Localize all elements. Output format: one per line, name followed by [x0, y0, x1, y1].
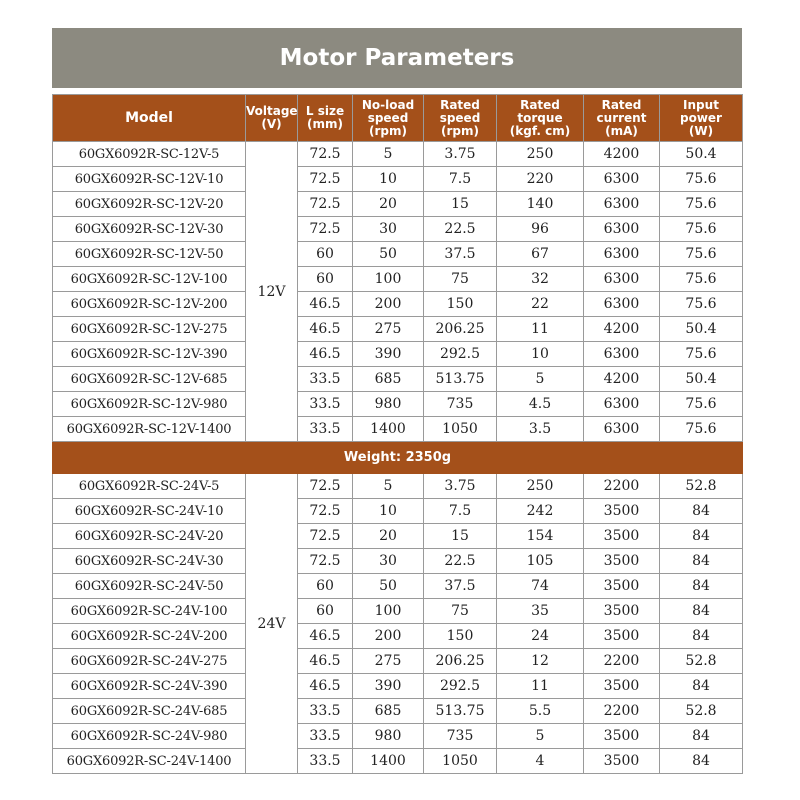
no-load-speed-cell: 1400: [353, 417, 424, 442]
rated-speed-cell: 292.5: [424, 674, 497, 699]
rated-speed-cell: 22.5: [424, 549, 497, 574]
no-load-speed-cell: 10: [353, 167, 424, 192]
model-cell: 60GX6092R-SC-12V-390: [53, 342, 246, 367]
rated-current-cell: 3500: [584, 499, 660, 524]
rated-current-cell: 3500: [584, 749, 660, 774]
model-cell: 60GX6092R-SC-24V-275: [53, 649, 246, 674]
table-row: [53, 217, 743, 242]
table-row: [53, 342, 743, 367]
no-load-speed-cell: 200: [353, 292, 424, 317]
rated-torque-cell: 4.5: [497, 392, 584, 417]
no-load-speed-cell: 10: [353, 499, 424, 524]
input-power-cell: 75.6: [660, 217, 743, 242]
column-header-rated-speed: Rated speed (rpm): [424, 95, 497, 142]
input-power-cell: 52.8: [660, 474, 743, 499]
rated-current-cell: 3500: [584, 674, 660, 699]
rated-speed-cell: 22.5: [424, 217, 497, 242]
rated-speed-cell: 3.75: [424, 474, 497, 499]
rated-torque-cell: 250: [497, 474, 584, 499]
no-load-speed-cell: 275: [353, 317, 424, 342]
model-cell: 60GX6092R-SC-12V-980: [53, 392, 246, 417]
table-row: [53, 392, 743, 417]
rated-speed-cell: 75: [424, 599, 497, 624]
rated-current-cell: 6300: [584, 392, 660, 417]
rated-torque-cell: 154: [497, 524, 584, 549]
input-power-cell: 84: [660, 574, 743, 599]
model-cell: 60GX6092R-SC-24V-685: [53, 699, 246, 724]
no-load-speed-cell: 390: [353, 342, 424, 367]
no-load-speed-cell: 5: [353, 142, 424, 167]
column-header-rated-current: Rated current (mA): [584, 95, 660, 142]
l-size-cell: 46.5: [298, 674, 353, 699]
no-load-speed-cell: 980: [353, 724, 424, 749]
no-load-speed-cell: 30: [353, 549, 424, 574]
rated-torque-cell: 5: [497, 724, 584, 749]
rated-torque-cell: 96: [497, 217, 584, 242]
rated-speed-cell: 1050: [424, 749, 497, 774]
rated-speed-cell: 3.75: [424, 142, 497, 167]
weight-label: Weight: 2350g: [53, 442, 743, 474]
rated-torque-cell: 5.5: [497, 699, 584, 724]
l-size-cell: 60: [298, 267, 353, 292]
model-cell: 60GX6092R-SC-24V-200: [53, 624, 246, 649]
no-load-speed-cell: 1400: [353, 749, 424, 774]
input-power-cell: 75.6: [660, 242, 743, 267]
l-size-cell: 46.5: [298, 317, 353, 342]
rated-speed-cell: 735: [424, 724, 497, 749]
rated-current-cell: 4200: [584, 317, 660, 342]
no-load-speed-cell: 685: [353, 367, 424, 392]
rated-torque-cell: 105: [497, 549, 584, 574]
rated-speed-cell: 75: [424, 267, 497, 292]
table-row: [53, 574, 743, 599]
rated-current-cell: 3500: [584, 524, 660, 549]
table-row: [53, 142, 743, 167]
rated-torque-cell: 3.5: [497, 417, 584, 442]
table-row: [53, 499, 743, 524]
model-cell: 60GX6092R-SC-24V-100: [53, 599, 246, 624]
input-power-cell: 84: [660, 499, 743, 524]
input-power-cell: 75.6: [660, 392, 743, 417]
model-cell: 60GX6092R-SC-12V-1400: [53, 417, 246, 442]
l-size-cell: 72.5: [298, 167, 353, 192]
input-power-cell: 52.8: [660, 699, 743, 724]
table-row: [53, 674, 743, 699]
table-row: [53, 549, 743, 574]
rated-speed-cell: 513.75: [424, 367, 497, 392]
rated-current-cell: 4200: [584, 142, 660, 167]
rated-torque-cell: 4: [497, 749, 584, 774]
rated-current-cell: 6300: [584, 192, 660, 217]
no-load-speed-cell: 20: [353, 192, 424, 217]
rated-current-cell: 3500: [584, 574, 660, 599]
model-cell: 60GX6092R-SC-12V-275: [53, 317, 246, 342]
l-size-cell: 72.5: [298, 474, 353, 499]
input-power-cell: 75.6: [660, 167, 743, 192]
header-row: [53, 95, 743, 142]
rated-speed-cell: 150: [424, 292, 497, 317]
model-cell: 60GX6092R-SC-12V-685: [53, 367, 246, 392]
rated-speed-cell: 7.5: [424, 167, 497, 192]
rated-speed-cell: 513.75: [424, 699, 497, 724]
rated-speed-cell: 7.5: [424, 499, 497, 524]
l-size-cell: 33.5: [298, 699, 353, 724]
table-row: [53, 242, 743, 267]
model-cell: 60GX6092R-SC-12V-10: [53, 167, 246, 192]
table-row: [53, 699, 743, 724]
rated-speed-cell: 1050: [424, 417, 497, 442]
table-row: [53, 474, 743, 499]
input-power-cell: 50.4: [660, 367, 743, 392]
model-cell: 60GX6092R-SC-12V-200: [53, 292, 246, 317]
column-header-l-size: L size (mm): [298, 95, 353, 142]
rated-torque-cell: 67: [497, 242, 584, 267]
table-row: [53, 749, 743, 774]
l-size-cell: 33.5: [298, 724, 353, 749]
rated-current-cell: 3500: [584, 549, 660, 574]
no-load-speed-cell: 30: [353, 217, 424, 242]
no-load-speed-cell: 200: [353, 624, 424, 649]
table-row: [53, 417, 743, 442]
no-load-speed-cell: 50: [353, 242, 424, 267]
input-power-cell: 75.6: [660, 267, 743, 292]
rated-torque-cell: 250: [497, 142, 584, 167]
model-cell: 60GX6092R-SC-24V-20: [53, 524, 246, 549]
l-size-cell: 72.5: [298, 192, 353, 217]
rated-torque-cell: 11: [497, 317, 584, 342]
l-size-cell: 72.5: [298, 524, 353, 549]
input-power-cell: 84: [660, 549, 743, 574]
l-size-cell: 72.5: [298, 499, 353, 524]
rated-torque-cell: 35: [497, 599, 584, 624]
no-load-speed-cell: 5: [353, 474, 424, 499]
column-header-voltage: Voltage (V): [246, 95, 298, 142]
l-size-cell: 72.5: [298, 549, 353, 574]
table-row: [53, 267, 743, 292]
input-power-cell: 84: [660, 749, 743, 774]
l-size-cell: 72.5: [298, 142, 353, 167]
column-header-no-load-speed: No-load speed (rpm): [353, 95, 424, 142]
table-row: [53, 367, 743, 392]
column-header-rated-torque: Rated torque (kgf. cm): [497, 95, 584, 142]
rated-torque-cell: 5: [497, 367, 584, 392]
table-row: [53, 167, 743, 192]
rated-current-cell: 2200: [584, 699, 660, 724]
model-cell: 60GX6092R-SC-24V-1400: [53, 749, 246, 774]
rated-current-cell: 6300: [584, 342, 660, 367]
input-power-cell: 50.4: [660, 142, 743, 167]
no-load-speed-cell: 50: [353, 574, 424, 599]
rated-torque-cell: 12: [497, 649, 584, 674]
rated-current-cell: 6300: [584, 242, 660, 267]
table-row: [53, 292, 743, 317]
rated-torque-cell: 242: [497, 499, 584, 524]
no-load-speed-cell: 390: [353, 674, 424, 699]
model-cell: 60GX6092R-SC-24V-980: [53, 724, 246, 749]
rated-speed-cell: 37.5: [424, 242, 497, 267]
input-power-cell: 84: [660, 624, 743, 649]
rated-current-cell: 2200: [584, 474, 660, 499]
rated-torque-cell: 74: [497, 574, 584, 599]
model-cell: 60GX6092R-SC-12V-5: [53, 142, 246, 167]
input-power-cell: 52.8: [660, 649, 743, 674]
rated-current-cell: 4200: [584, 367, 660, 392]
rated-current-cell: 3500: [584, 599, 660, 624]
rated-current-cell: 6300: [584, 167, 660, 192]
weight-row: [53, 442, 743, 474]
input-power-cell: 50.4: [660, 317, 743, 342]
rated-speed-cell: 206.25: [424, 649, 497, 674]
no-load-speed-cell: 100: [353, 267, 424, 292]
model-cell: 60GX6092R-SC-24V-390: [53, 674, 246, 699]
rated-speed-cell: 735: [424, 392, 497, 417]
model-cell: 60GX6092R-SC-12V-30: [53, 217, 246, 242]
input-power-cell: 84: [660, 724, 743, 749]
l-size-cell: 33.5: [298, 392, 353, 417]
rated-torque-cell: 11: [497, 674, 584, 699]
voltage-cell: 24V: [246, 474, 298, 774]
model-cell: 60GX6092R-SC-12V-50: [53, 242, 246, 267]
no-load-speed-cell: 100: [353, 599, 424, 624]
input-power-cell: 84: [660, 524, 743, 549]
rated-speed-cell: 150: [424, 624, 497, 649]
column-header-model: Model: [53, 95, 246, 142]
rated-current-cell: 6300: [584, 417, 660, 442]
rated-torque-cell: 24: [497, 624, 584, 649]
rated-current-cell: 6300: [584, 217, 660, 242]
no-load-speed-cell: 685: [353, 699, 424, 724]
model-cell: 60GX6092R-SC-24V-30: [53, 549, 246, 574]
page-title: Motor Parameters: [52, 28, 742, 88]
model-cell: 60GX6092R-SC-24V-50: [53, 574, 246, 599]
rated-current-cell: 3500: [584, 624, 660, 649]
motor-parameters-table: [52, 94, 743, 774]
input-power-cell: 84: [660, 599, 743, 624]
l-size-cell: 33.5: [298, 749, 353, 774]
l-size-cell: 33.5: [298, 367, 353, 392]
rated-torque-cell: 32: [497, 267, 584, 292]
model-cell: 60GX6092R-SC-12V-100: [53, 267, 246, 292]
model-cell: 60GX6092R-SC-24V-10: [53, 499, 246, 524]
table-row: [53, 649, 743, 674]
table-row: [53, 192, 743, 217]
rated-speed-cell: 292.5: [424, 342, 497, 367]
rated-speed-cell: 15: [424, 192, 497, 217]
l-size-cell: 46.5: [298, 649, 353, 674]
rated-current-cell: 6300: [584, 292, 660, 317]
rated-speed-cell: 37.5: [424, 574, 497, 599]
table-body: [53, 142, 743, 774]
model-cell: 60GX6092R-SC-24V-5: [53, 474, 246, 499]
rated-speed-cell: 15: [424, 524, 497, 549]
l-size-cell: 46.5: [298, 292, 353, 317]
rated-torque-cell: 140: [497, 192, 584, 217]
input-power-cell: 75.6: [660, 417, 743, 442]
rated-current-cell: 2200: [584, 649, 660, 674]
l-size-cell: 46.5: [298, 624, 353, 649]
table-row: [53, 317, 743, 342]
rated-torque-cell: 220: [497, 167, 584, 192]
l-size-cell: 72.5: [298, 217, 353, 242]
rated-current-cell: 3500: [584, 724, 660, 749]
rated-torque-cell: 22: [497, 292, 584, 317]
voltage-cell: 12V: [246, 142, 298, 442]
no-load-speed-cell: 275: [353, 649, 424, 674]
input-power-cell: 75.6: [660, 192, 743, 217]
input-power-cell: 75.6: [660, 342, 743, 367]
l-size-cell: 33.5: [298, 417, 353, 442]
input-power-cell: 84: [660, 674, 743, 699]
input-power-cell: 75.6: [660, 292, 743, 317]
rated-current-cell: 6300: [584, 267, 660, 292]
no-load-speed-cell: 20: [353, 524, 424, 549]
table-row: [53, 624, 743, 649]
l-size-cell: 60: [298, 242, 353, 267]
l-size-cell: 46.5: [298, 342, 353, 367]
column-header-input-power: Input power (W): [660, 95, 743, 142]
model-cell: 60GX6092R-SC-12V-20: [53, 192, 246, 217]
l-size-cell: 60: [298, 574, 353, 599]
l-size-cell: 60: [298, 599, 353, 624]
table-row: [53, 524, 743, 549]
no-load-speed-cell: 980: [353, 392, 424, 417]
table-row: [53, 724, 743, 749]
rated-torque-cell: 10: [497, 342, 584, 367]
rated-speed-cell: 206.25: [424, 317, 497, 342]
table-row: [53, 599, 743, 624]
